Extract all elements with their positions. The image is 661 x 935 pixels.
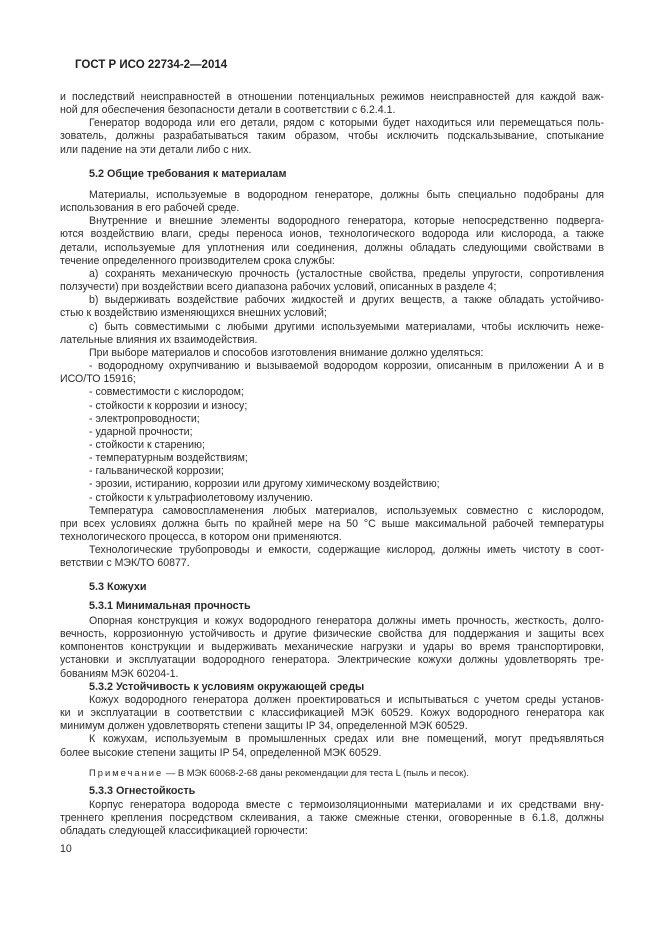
text-line: ной для обеспечения безопасности детали в соответствии с 6.2.4.1. xyxy=(60,104,396,117)
text-line: - электропроводности; xyxy=(89,412,200,425)
text-line: Технологические трубопроводы и емкости, содержащие кислород, должны иметь чистоту в соот- xyxy=(89,544,604,557)
text-line: При выборе материалов и способов изготовления внимание должно уделяться: xyxy=(89,346,484,359)
text-line: - температурным воздействиям; xyxy=(89,452,248,465)
text-block xyxy=(60,799,604,838)
text-line: бованиям МЭК 60204-1. xyxy=(60,667,179,680)
text-block xyxy=(60,615,604,681)
text-line: b) выдерживать воздействие рабочих жидкостей и других веществ, а также обладать устойчиво- xyxy=(89,294,604,307)
text-line: ползучести) при воздействии всего диапазона рабочих условий, описанных в разделе 4; xyxy=(60,281,497,294)
document-header: ГОСТ Р ИСО 22734-2—2014 xyxy=(75,59,228,71)
text-line: - совместимости с кислородом; xyxy=(89,386,244,399)
text-line: Температура самовоспламенения любых материалов, используемых совместно с кислородом, xyxy=(89,504,604,517)
text-block xyxy=(60,694,604,760)
text-line: ются воздействию влаги, среды переноса ионов, технологического водорода или кислорода, а также xyxy=(60,228,604,241)
note-label: Примечание xyxy=(89,767,164,778)
text-line: использования в его рабочей среде. xyxy=(60,202,240,215)
text-line: - эрозии, истиранию, коррозии или другому химическому воздействию; xyxy=(89,478,440,491)
text-line: стью к воздействию изменяющихся внешних условий; xyxy=(60,307,327,320)
text-line: ИСО/ТО 15916; xyxy=(60,373,136,386)
text-line: установки и эксплуатации водородного генератора. Электрические кожухи должны удовлетворять тре- xyxy=(60,654,604,667)
text-line: - гальванической коррозии; xyxy=(89,465,224,478)
text-line: компонентов конструкции и выдерживать механические нагрузки и удары во время транспортировки, xyxy=(60,641,604,654)
text-line: минимум должен удовлетворять степени защиты IP 34, определенной МЭК 60529. xyxy=(60,720,468,733)
text-line: детали, используемые для уплотнения или соединения, должны обладать следующими свойствами в xyxy=(60,241,604,254)
note-text: — В МЭК 60068-2-68 даны рекомендации для теста L (пыль и песок). xyxy=(163,767,469,778)
text-line: Генератор водорода или его детали, рядом с которыми будет находиться или перемещаться поль- xyxy=(89,117,604,130)
text-line: - ударной прочности; xyxy=(89,425,193,438)
text-line: или падение на эти детали либо с них. xyxy=(60,143,252,156)
text-line: течение определенного производителем срока службы: xyxy=(60,254,335,267)
text-line: обладать следующей классификацией горючести: xyxy=(60,825,308,838)
section-heading-5-2: 5.2 Общие требования к материалам xyxy=(89,168,287,180)
text-line: треннего крепления посредством склеивания, а также смежные стенки, оговоренные в 6.1.8, должны xyxy=(60,812,604,825)
text-line: Материалы, используемые в водородном генераторе, должны быть специально подобраны для xyxy=(89,189,604,201)
text-block xyxy=(60,91,604,157)
text-line: ветствии с МЭК/ТО 60877. xyxy=(60,557,190,570)
text-line: вечность, коррозионную устойчивость и другие физические свойства для поддержания и защиты всех xyxy=(60,628,604,641)
text-line: - стойкости к старению; xyxy=(89,438,205,451)
text-line: ки и эксплуатации в соответствии с классификацией МЭК 60529. Кожух водородного генератора как xyxy=(60,707,604,720)
text-line: и последствий неисправностей в отношении потенциальных режимов неисправностей для каждой важ- xyxy=(60,91,604,103)
section-heading-5-3-3: 5.3.3 Огнестойкость xyxy=(89,785,196,797)
text-line: лательные влияния их взаимодействия. xyxy=(60,333,258,346)
text-line: Корпус генератора водорода вместе с термоизоляционными материалами и их средствами вну- xyxy=(89,799,604,811)
text-line: - стойкости к ультрафиолетовому излучению. xyxy=(89,491,313,504)
text-line: - стойкости к коррозии и износу; xyxy=(89,399,248,412)
text-line: при всех условиях должна быть по крайней мере на 50 °C выше максимальной рабочей температуры xyxy=(60,517,604,530)
text-line: - водородному охрупчиванию и вызываемой водородом коррозии, описанным в приложении А и в xyxy=(89,360,604,373)
section-heading-5-3: 5.3 Кожухи xyxy=(89,581,147,593)
text-line: a) сохранять механическую прочность (усталостные свойства, пределы упругости, сопротивления xyxy=(89,267,604,280)
note xyxy=(60,766,633,779)
page-number: 10 xyxy=(60,843,72,855)
text-line: c) быть совместимыми с любыми другими используемыми материалами, чтобы исключить нежe- xyxy=(89,320,604,333)
text-line: технологического процесса, в котором они применяются. xyxy=(60,531,342,544)
text-line: К кожухам, используемым в промышленных средах или вне помещений, могут предъявляться xyxy=(89,733,604,746)
text-line: зователь, должны разрабатываться таким образом, чтобы исключить подскальзывание, спотыкание xyxy=(60,130,604,143)
text-block xyxy=(60,189,604,571)
text-line: Кожух водородного генератора должен проектироваться и испытываться с учетом среды установ- xyxy=(89,694,604,706)
section-heading-5-3-2: 5.3.2 Устойчивость к условиям окружающей среды xyxy=(89,681,365,693)
text-line: более высокие степени защиты IP 54, определенной МЭК 60529. xyxy=(60,746,382,759)
text-line: Внутренние и внешние элементы водородного генератора, которые непосредственно подверга- xyxy=(89,215,604,228)
text-line: Опорная конструкция и кожух водородного генератора должны иметь прочность, жесткость, долго- xyxy=(89,615,604,627)
section-heading-5-3-1: 5.3.1 Минимальная прочность xyxy=(89,600,251,612)
